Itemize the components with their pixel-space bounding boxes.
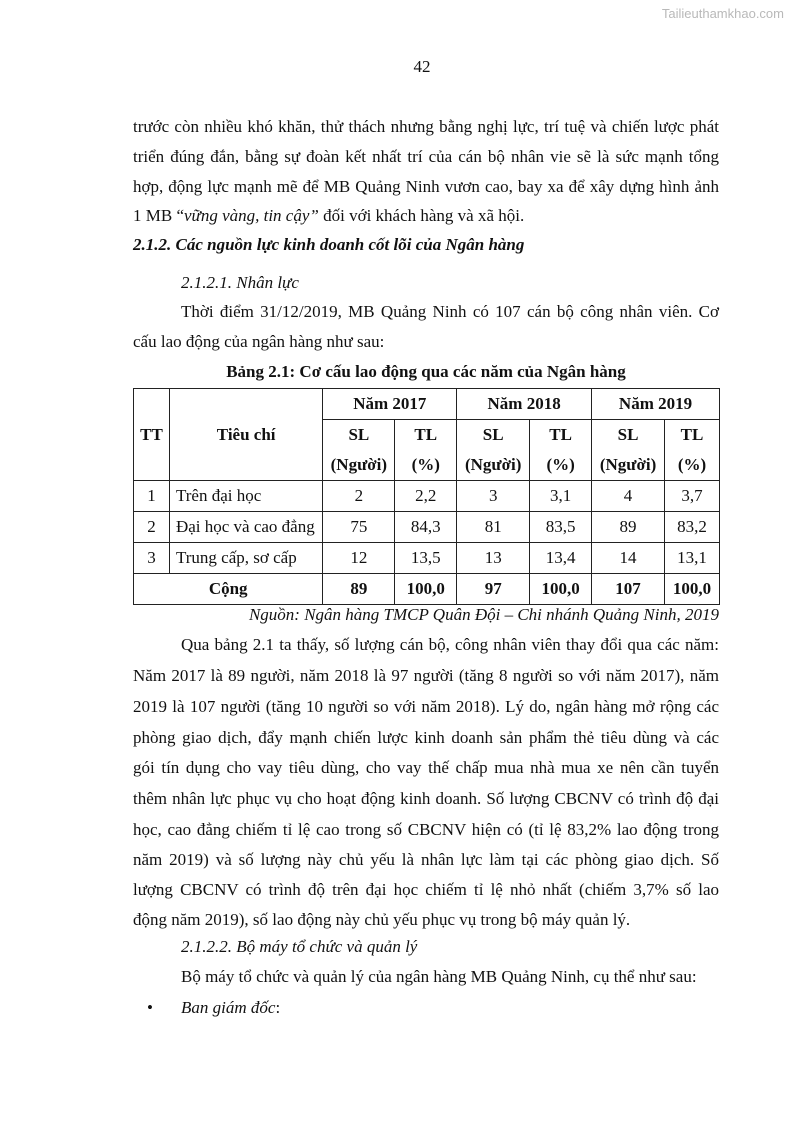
paragraph-line: Thời điểm 31/12/2019, MB Quảng Ninh có 107 cán bộ công nhân viên. Cơ xyxy=(181,302,719,321)
subsection-heading-2: 2.1.2.2. Bộ máy tổ chức và quản lý xyxy=(181,937,418,956)
bullet-item xyxy=(147,997,733,1019)
table-row xyxy=(134,481,720,512)
intro-line: hợp, động lực mạnh mẽ để MB Quảng Ninh vươn cao, bay xa để xây dựng hình ảnh xyxy=(133,177,719,196)
cell-total-value: 89 xyxy=(323,574,395,605)
table-header-row xyxy=(134,389,720,420)
cell-value: 13 xyxy=(457,543,530,574)
paragraph-line: lượng CBCNV có trình độ trên đại học chiếm tỉ lệ nhỏ nhất (chiếm 3,7% số lao xyxy=(133,880,719,899)
header-tl xyxy=(530,420,592,481)
cell-value: 12 xyxy=(323,543,395,574)
cell-value: 3 xyxy=(457,481,530,512)
unit: (Người) xyxy=(464,455,522,474)
cell-criteria: Trung cấp, sơ cấp xyxy=(169,543,322,574)
paragraph-line: Qua bảng 2.1 ta thấy, số lượng cán bộ, công nhân viên thay đổi qua các năm: xyxy=(181,635,719,654)
unit: (%) xyxy=(546,455,575,474)
bullet-icon: • xyxy=(147,998,153,1017)
paragraph-line: phòng giao dịch, đẩy mạnh chiến lược kinh doanh sản phẩm thẻ tiêu dùng và các xyxy=(133,728,719,747)
cell-value: 13,1 xyxy=(665,543,720,574)
label: TL xyxy=(549,425,572,444)
paragraph-line: Năm 2017 là 89 người, năm 2018 là 97 người (tăng 8 người so với năm 2017), năm xyxy=(133,666,719,685)
unit: (%) xyxy=(411,455,440,474)
paragraph-line: 2019 là 107 người (tăng 10 người so với năm 2018). Lý do, ngân hàng mở rộng các xyxy=(133,697,719,716)
bullet-suffix: : xyxy=(275,998,281,1017)
paragraph-line: năm 2019) và số lượng này chủ yếu là nhân lực làm tại các phòng giao dịch. Số xyxy=(133,850,719,869)
unit: (Người) xyxy=(330,455,388,474)
header-year: Năm 2019 xyxy=(592,389,720,420)
labor-structure-table xyxy=(133,388,720,605)
paragraph-line: thêm nhân lực phục vụ cho hoạt động kinh doanh. Số lượng CBCNV có trình độ đại xyxy=(133,789,719,808)
watermark: Tailieuthamkhao.com xyxy=(661,6,784,21)
label: SL xyxy=(617,425,639,444)
cell-total-value: 100,0 xyxy=(395,574,457,605)
intro-line: trước còn nhiều khó khăn, thử thách nhưng bằng nghị lực, trí tuệ và chiến lược phát xyxy=(133,117,719,136)
header-sl xyxy=(592,420,665,481)
paragraph-line: cấu lao động của ngân hàng như sau: xyxy=(133,332,385,351)
page-number: 42 xyxy=(413,57,431,76)
cell-criteria: Trên đại học xyxy=(169,481,322,512)
label: SL xyxy=(348,425,370,444)
label: TL xyxy=(680,425,704,444)
cell-value: 84,3 xyxy=(395,512,457,543)
cell-value: 13,5 xyxy=(395,543,457,574)
text: đối với khách hàng và xã hội. xyxy=(318,206,525,225)
section-heading: 2.1.2. Các nguồn lực kinh doanh cốt lõi của Ngân hàng xyxy=(133,235,525,254)
table-row xyxy=(134,543,720,574)
cell-tt: 1 xyxy=(134,481,170,512)
cell-value: 89 xyxy=(592,512,665,543)
paragraph-line: động năm 2019), số lao động này chủ yếu phục vụ trong bộ máy quản lý. xyxy=(133,910,631,929)
paragraph-line: học, cao đẳng chiếm tỉ lệ cao trong số CBCNV hiện có (tỉ lệ 83,2% lao động trong xyxy=(133,820,719,839)
subsection-heading-1: 2.1.2.1. Nhân lực xyxy=(181,273,299,292)
cell-value: 81 xyxy=(457,512,530,543)
bullet-label: Ban giám đốc xyxy=(181,998,276,1017)
header-tl xyxy=(665,420,720,481)
header-tt: TT xyxy=(134,389,170,481)
unit: (%) xyxy=(677,455,707,474)
label: SL xyxy=(482,425,504,444)
cell-total-value: 100,0 xyxy=(665,574,720,605)
cell-value: 83,2 xyxy=(665,512,720,543)
cell-value: 13,4 xyxy=(530,543,592,574)
cell-value: 2,2 xyxy=(395,481,457,512)
cell-total-value: 97 xyxy=(457,574,530,605)
cell-value: 3,7 xyxy=(665,481,720,512)
text: 1 MB “ xyxy=(133,206,184,225)
header-criteria: Tiêu chí xyxy=(169,389,322,481)
table-total-row xyxy=(134,574,720,605)
intro-last-line xyxy=(133,205,719,227)
paragraph-line: Bộ máy tổ chức và quản lý của ngân hàng MB Quảng Ninh, cụ thể như sau: xyxy=(181,967,697,986)
cell-tt: 2 xyxy=(134,512,170,543)
table-caption: Bảng 2.1: Cơ cấu lao động qua các năm của Ngân hàng xyxy=(226,362,626,381)
header-year: Năm 2018 xyxy=(457,389,592,420)
cell-value: 2 xyxy=(323,481,395,512)
cell-total-value: 107 xyxy=(592,574,665,605)
unit: (Người) xyxy=(599,455,657,474)
cell-criteria: Đại học và cao đẳng xyxy=(169,512,322,543)
header-tl xyxy=(395,420,457,481)
paragraph-line: gói tín dụng cho vay tiêu dùng, cho vay thế chấp mua nhà mua xe nên cần tuyển xyxy=(133,758,719,777)
cell-total-label: Cộng xyxy=(134,574,323,605)
cell-tt: 3 xyxy=(134,543,170,574)
cell-value: 14 xyxy=(592,543,665,574)
header-sl xyxy=(457,420,530,481)
cell-value: 83,5 xyxy=(530,512,592,543)
cell-total-value: 100,0 xyxy=(530,574,592,605)
intro-line: triển đúng đắn, bằng sự đoàn kết nhất trí của cán bộ nhân vie sẽ là sức mạnh tổng xyxy=(133,147,719,166)
header-sl xyxy=(323,420,395,481)
cell-value: 3,1 xyxy=(530,481,592,512)
cell-value: 4 xyxy=(592,481,665,512)
table-source: Nguồn: Ngân hàng TMCP Quân Đội – Chi nhánh Quảng Ninh, 2019 xyxy=(248,605,719,624)
table-row xyxy=(134,512,720,543)
label: TL xyxy=(414,425,438,444)
header-year: Năm 2017 xyxy=(323,389,457,420)
cell-value: 75 xyxy=(323,512,395,543)
italic-quote: vững vàng, tin cậy” xyxy=(184,206,319,225)
